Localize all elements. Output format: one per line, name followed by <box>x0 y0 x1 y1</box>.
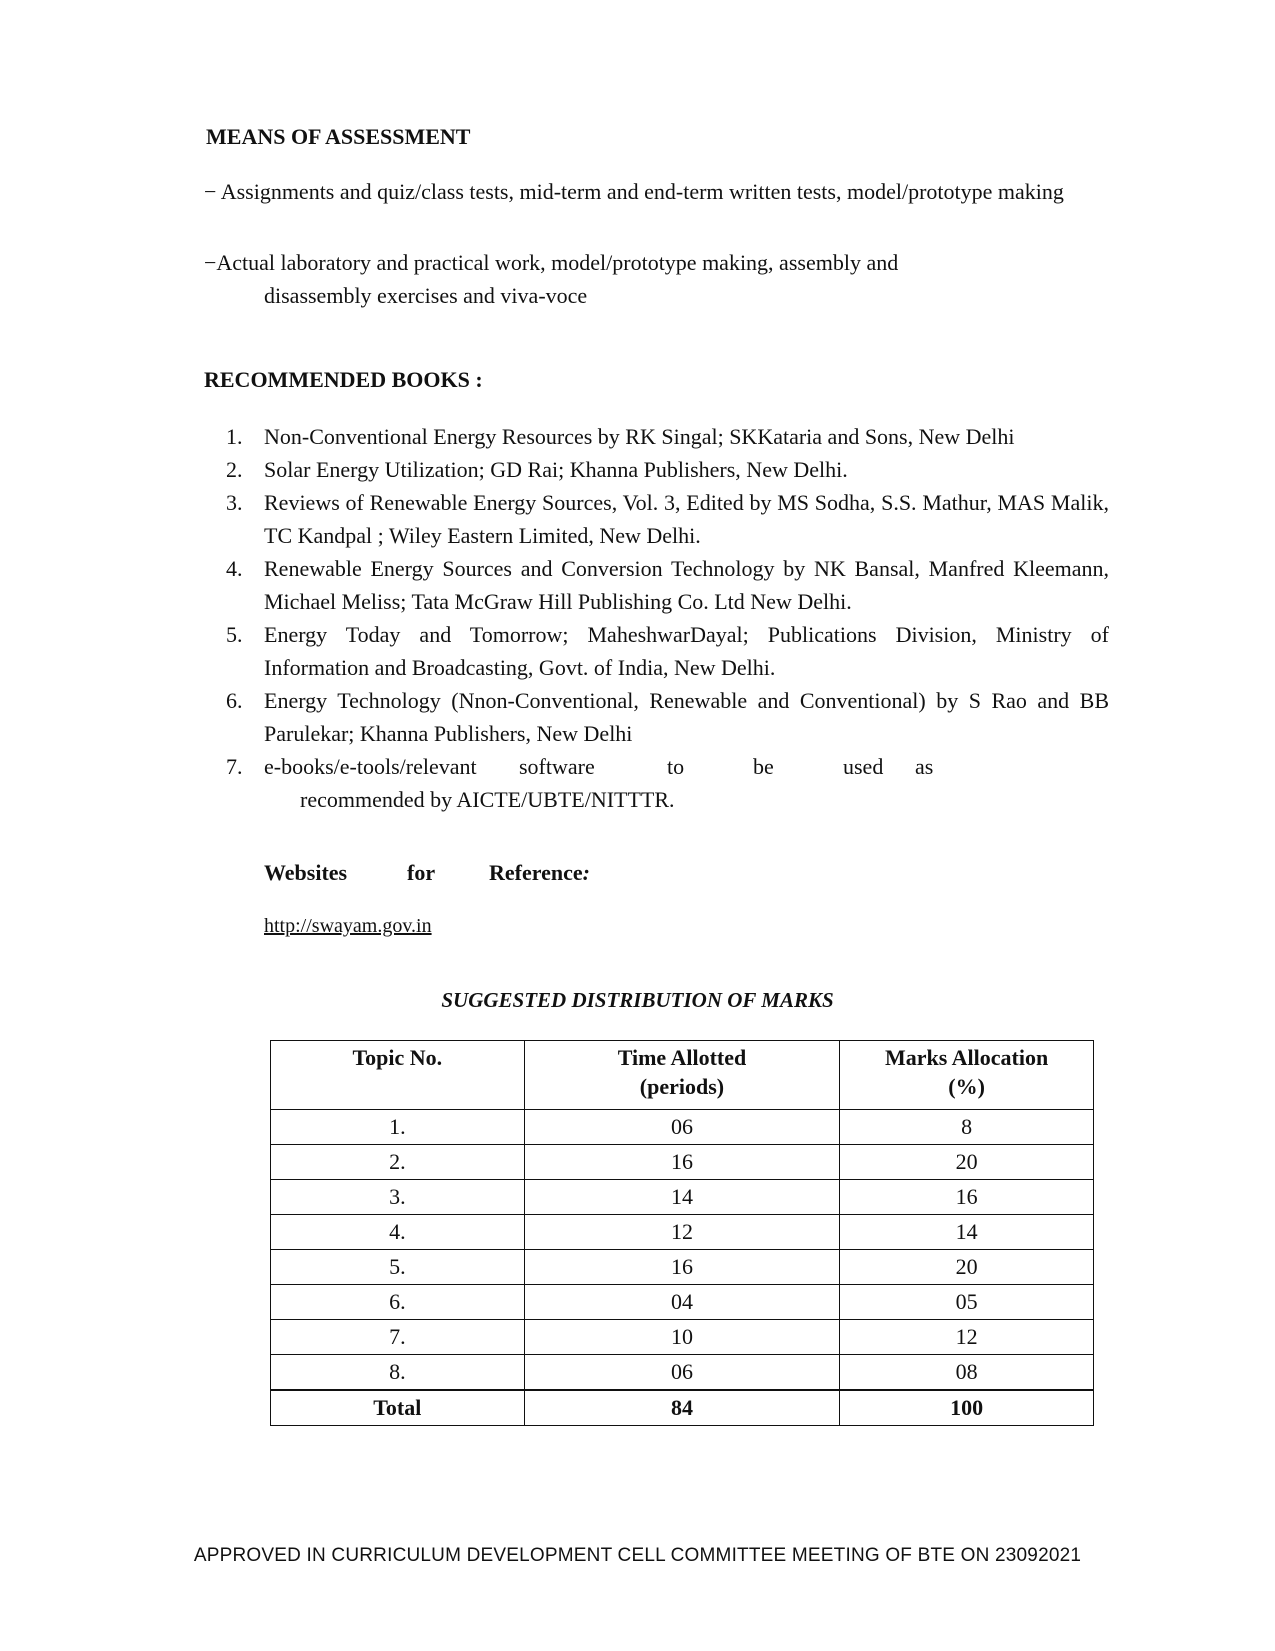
table-row <box>271 1145 1094 1180</box>
header-time-allotted-line1: Time Allotted <box>617 1045 747 1070</box>
table-row <box>271 1320 1094 1355</box>
book-number: 1. <box>226 424 243 449</box>
cell-marks: 08 <box>840 1355 1094 1391</box>
book-number: 4. <box>226 556 243 581</box>
assessment-item-2-line1: −Actual laboratory and practical work, model/prototype making, assembly and <box>204 250 899 275</box>
cell-total-label: Total <box>271 1390 525 1426</box>
book-number: 6. <box>226 688 243 713</box>
cell-topic: 2. <box>271 1145 525 1180</box>
table-total-row <box>271 1390 1094 1426</box>
means-of-assessment-heading: MEANS OF ASSESSMENT <box>206 124 471 149</box>
book-number: 3. <box>226 490 243 515</box>
cell-time: 16 <box>524 1145 840 1180</box>
assessment-item-2 <box>204 246 1124 312</box>
cell-time: 06 <box>524 1110 840 1145</box>
cell-marks: 8 <box>840 1110 1094 1145</box>
book-number: 7. <box>226 754 243 779</box>
cell-topic: 7. <box>271 1320 525 1355</box>
book-text <box>264 754 933 812</box>
table-row <box>271 1215 1094 1250</box>
marks-table-title: SUGGESTED DISTRIBUTION OF MARKS <box>441 988 834 1012</box>
book-7-word: used <box>843 754 884 779</box>
header-marks-allocation <box>840 1041 1094 1110</box>
cell-topic: 5. <box>271 1250 525 1285</box>
book-item <box>204 618 1109 684</box>
header-topic-no <box>271 1041 525 1110</box>
cell-marks: 14 <box>840 1215 1094 1250</box>
table-row <box>271 1180 1094 1215</box>
cell-topic: 1. <box>271 1110 525 1145</box>
book-item <box>204 420 1109 453</box>
header-time-allotted <box>524 1041 840 1110</box>
book-list <box>204 420 1109 816</box>
websites-word: Reference <box>489 860 583 885</box>
cell-marks: 05 <box>840 1285 1094 1320</box>
cell-topic: 3. <box>271 1180 525 1215</box>
marks-distribution-table <box>270 1040 1094 1426</box>
cell-topic: 4. <box>271 1215 525 1250</box>
book-7-word: be <box>753 754 774 779</box>
header-marks-allocation-line2: (%) <box>948 1074 985 1099</box>
book-text: Solar Energy Utilization; GD Rai; Khanna Publishers, New Delhi. <box>264 457 848 482</box>
book-item <box>204 453 1109 486</box>
table-row <box>271 1110 1094 1145</box>
book-item <box>204 684 1109 750</box>
book-text: Energy Technology (Nnon-Conventional, Renewable and Conventional) by S Rao and BB Parulekar; Khanna Publishers, New Delhi <box>264 688 1109 746</box>
cell-topic: 6. <box>271 1285 525 1320</box>
book-7-word: to <box>667 754 685 779</box>
book-7-word: e-books/e-tools/relevant <box>264 754 477 779</box>
cell-time: 14 <box>524 1180 840 1215</box>
cell-time: 16 <box>524 1250 840 1285</box>
book-text: Reviews of Renewable Energy Sources, Vol. 3, Edited by MS Sodha, S.S. Mathur, MAS Malik, TC Kandpal ; Wiley Eastern Limited, New Delhi. <box>264 490 1109 548</box>
header-time-allotted-line2: (periods) <box>639 1074 725 1099</box>
cell-time: 10 <box>524 1320 840 1355</box>
book-7-word: software <box>519 754 595 779</box>
approval-footer: APPROVED IN CURRICULUM DEVELOPMENT CELL COMMITTEE MEETING OF BTE ON 23092021 <box>193 1545 1082 1566</box>
book-text: Non-Conventional Energy Resources by RK Singal; SKKataria and Sons, New Delhi <box>264 424 1015 449</box>
cell-time: 12 <box>524 1215 840 1250</box>
book-7-line2: recommended by AICTE/UBTE/NITTTR. <box>300 787 675 812</box>
header-marks-allocation-line1: Marks Allocation <box>885 1045 1049 1070</box>
book-7-word: as <box>915 754 934 779</box>
cell-marks: 12 <box>840 1320 1094 1355</box>
cell-marks: 20 <box>840 1145 1094 1180</box>
cell-marks: 20 <box>840 1250 1094 1285</box>
table-row <box>271 1355 1094 1391</box>
websites-for-reference-label <box>264 860 590 886</box>
swayam-link[interactable]: http://swayam.gov.in <box>264 915 432 937</box>
websites-word: Websites <box>264 860 348 885</box>
book-item <box>204 552 1109 618</box>
cell-total-marks: 100 <box>840 1390 1094 1426</box>
assessment-item-2-line2: disassembly exercises and viva-voce <box>264 283 588 308</box>
book-number: 5. <box>226 622 243 647</box>
table-header-row <box>271 1041 1094 1110</box>
book-text: Energy Today and Tomorrow; MaheshwarDayal; Publications Division, Ministry of Information and Broadcasting, Govt. of India, New Delhi. <box>264 622 1109 680</box>
cell-time: 04 <box>524 1285 840 1320</box>
cell-total-time: 84 <box>524 1390 840 1426</box>
book-item <box>204 750 1109 816</box>
cell-topic: 8. <box>271 1355 525 1391</box>
header-topic-no-text: Topic No. <box>352 1045 443 1070</box>
cell-time: 06 <box>524 1355 840 1391</box>
websites-colon: : <box>582 860 590 885</box>
book-item <box>204 486 1109 552</box>
table-row <box>271 1285 1094 1320</box>
assessment-item-1: − Assignments and quiz/class tests, mid-term and end-term written tests, model/prototype making <box>204 179 1064 204</box>
recommended-books-heading: RECOMMENDED BOOKS : <box>204 367 483 392</box>
table-row <box>271 1250 1094 1285</box>
book-text: Renewable Energy Sources and Conversion Technology by NK Bansal, Manfred Kleemann, Michael Meliss; Tata McGraw Hill Publishing Co. Ltd New Delhi. <box>264 556 1109 614</box>
cell-marks: 16 <box>840 1180 1094 1215</box>
book-number: 2. <box>226 457 243 482</box>
websites-word: for <box>407 860 436 885</box>
